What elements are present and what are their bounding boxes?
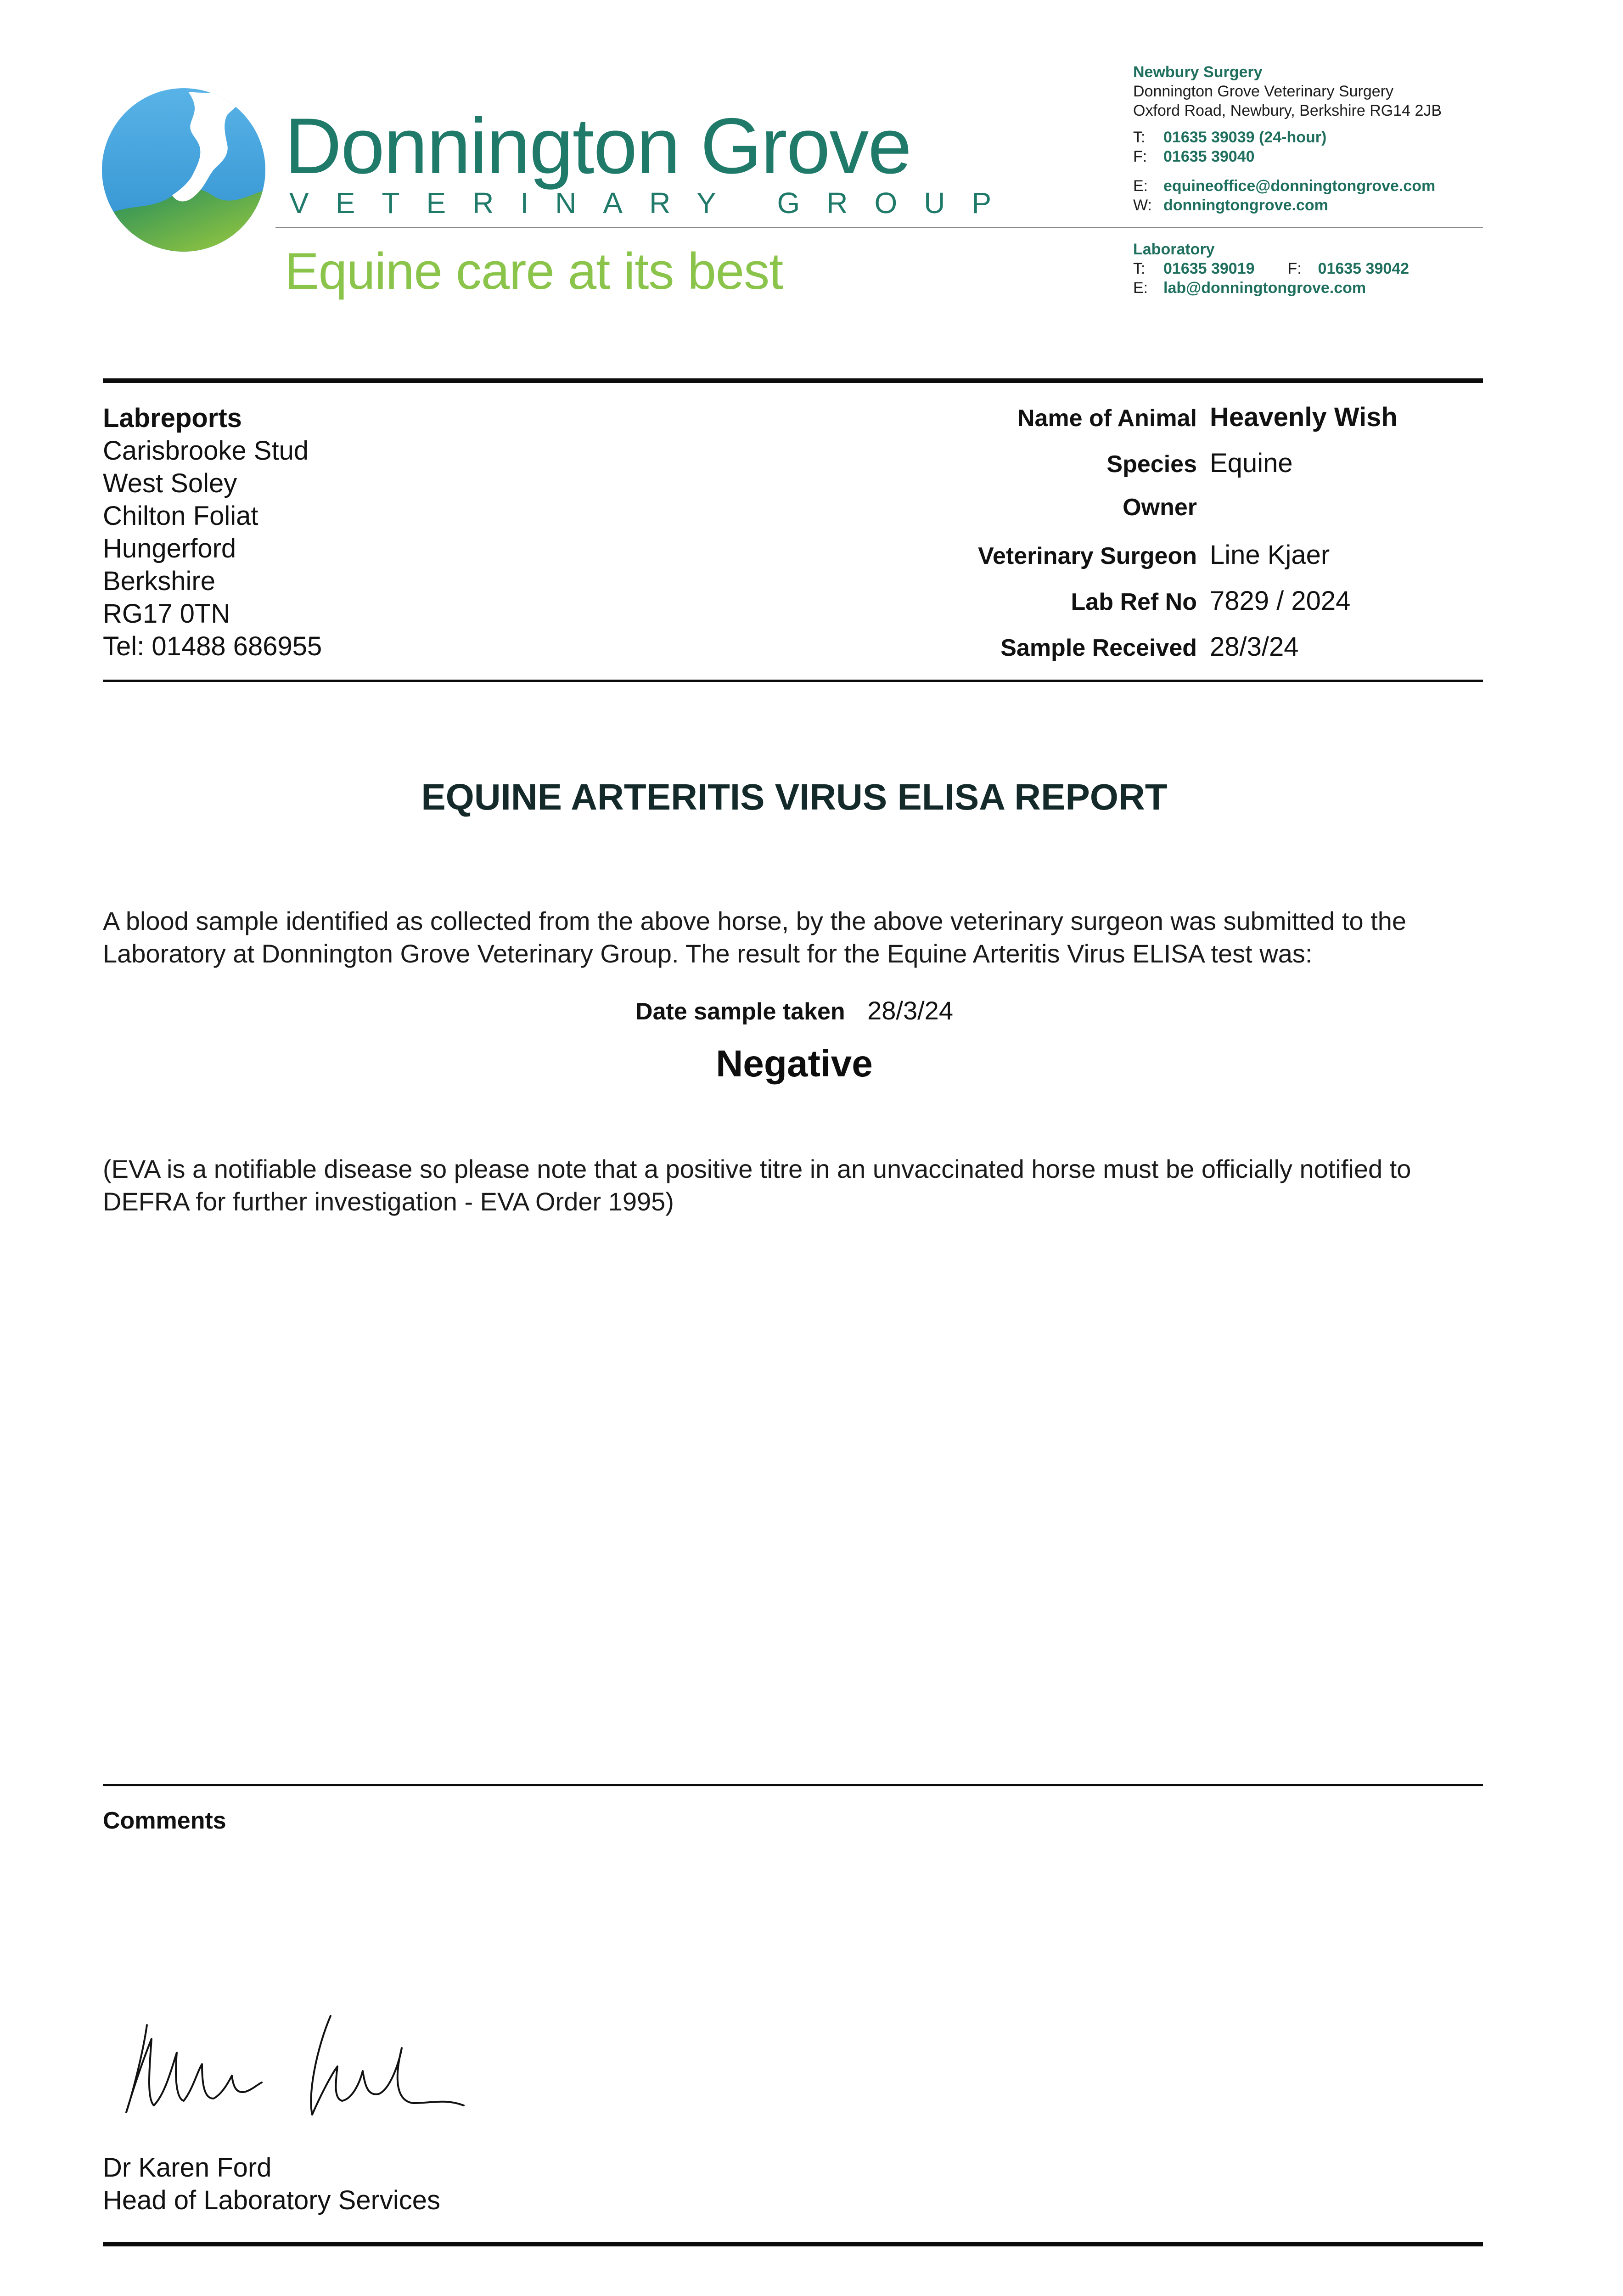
brand-tagline: Equine care at its best	[285, 242, 783, 300]
detail-row-received	[840, 631, 1483, 677]
detail-label: Species	[1106, 451, 1197, 478]
info-top-rule	[103, 378, 1483, 383]
detail-row-species	[840, 448, 1483, 494]
surgery-web-link[interactable]: donningtongrove.com	[1163, 197, 1328, 214]
laboratory-fax: 01635 39042	[1318, 260, 1410, 277]
laboratory-email-row	[1133, 278, 1409, 298]
surgery-fax-row	[1133, 147, 1442, 166]
animal-name: Heavenly Wish	[1210, 402, 1398, 432]
web-label: W:	[1133, 197, 1152, 214]
comments-heading: Comments	[103, 1807, 226, 1834]
surgery-name: Donnington Grove Veterinary Surgery	[1133, 83, 1393, 100]
species-value: Equine	[1210, 448, 1293, 478]
surgery-email-row	[1133, 176, 1442, 196]
address-line: Carisbrooke Stud	[103, 436, 309, 466]
surgery-tel: 01635 39039 (24-hour)	[1163, 129, 1327, 146]
sample-received-value: 28/3/24	[1210, 632, 1299, 662]
detail-label: Veterinary Surgeon	[978, 543, 1197, 569]
detail-label: Name of Animal	[1017, 405, 1197, 432]
detail-row-labref	[840, 585, 1483, 631]
client-name: Labreports	[103, 403, 242, 433]
address-line: West Soley	[103, 468, 237, 498]
client-address	[103, 402, 322, 663]
surgery-heading: Newbury Surgery	[1133, 63, 1263, 81]
brand-name: Donnington Grove	[285, 102, 911, 190]
date-sample-taken	[0, 996, 1589, 1025]
signature	[115, 2007, 482, 2144]
animal-details	[840, 402, 1483, 677]
address-line: Hungerford	[103, 534, 236, 563]
detail-row-animal	[840, 402, 1483, 448]
header-divider	[275, 227, 1483, 228]
detail-label: Owner	[1123, 494, 1197, 521]
surgery-web-row	[1133, 196, 1442, 215]
brand-subtitle: VETERINARY GROUP	[289, 186, 1018, 219]
laboratory-email-link[interactable]: lab@donningtongrove.com	[1163, 279, 1366, 297]
info-bottom-rule	[103, 680, 1483, 682]
detail-row-owner	[840, 494, 1483, 540]
surgery-address: Oxford Road, Newbury, Berkshire RG14 2JB	[1133, 102, 1442, 119]
client-telephone: Tel: 01488 686955	[103, 631, 322, 661]
detail-label: Lab Ref No	[1071, 589, 1197, 615]
notifiable-disease-note: (EVA is a notifiable disease so please note that a positive titre in an unvaccinated horse must be officially notified to DEFRA for further investigation - EVA Order 1995)	[103, 1154, 1411, 1216]
fax-label: F:	[1287, 260, 1302, 277]
detail-label: Sample Received	[1000, 635, 1197, 661]
tel-label: T:	[1133, 260, 1146, 277]
detail-row-vet	[840, 540, 1483, 585]
comments-rule	[103, 1784, 1483, 1786]
lab-ref-value: 7829 / 2024	[1210, 586, 1351, 616]
fax-label: F:	[1133, 148, 1147, 165]
address-line: Chilton Foliat	[103, 501, 258, 531]
surgery-email-link[interactable]: equineoffice@donningtongrove.com	[1163, 177, 1436, 195]
tel-label: T:	[1133, 129, 1146, 146]
email-label: E:	[1133, 279, 1148, 297]
report-intro: A blood sample identified as collected from the above horse, by the above veterinary surgeon was submitted to the Laboratory at Donnington Grove Veterinary Group. The result for the Equine Arteritis Virus ELISA test was:	[103, 906, 1406, 968]
address-line: RG17 0TN	[103, 599, 230, 629]
date-value: 28/3/24	[867, 996, 953, 1025]
surgery-tel-row	[1133, 128, 1442, 147]
surgery-fax: 01635 39040	[1163, 148, 1255, 165]
laboratory-tel-row	[1133, 259, 1409, 278]
surgery-contact	[1133, 62, 1442, 215]
laboratory-contact	[1133, 240, 1409, 298]
email-label: E:	[1133, 177, 1148, 195]
signatory-name: Dr Karen Ford	[103, 2153, 272, 2183]
test-result: Negative	[716, 1043, 873, 1085]
laboratory-tel: 01635 39019	[1163, 260, 1255, 277]
vet-surgeon-value: Line Kjaer	[1210, 540, 1330, 570]
signatory-role: Head of Laboratory Services	[103, 2185, 441, 2215]
laboratory-heading: Laboratory	[1133, 241, 1215, 258]
date-label: Date sample taken	[635, 998, 845, 1025]
signatory	[103, 2151, 440, 2217]
address-line: Berkshire	[103, 566, 215, 596]
donnington-grove-logo	[96, 83, 271, 257]
footer-rule	[103, 2242, 1483, 2246]
report-title: EQUINE ARTERITIS VIRUS ELISA REPORT	[421, 777, 1168, 817]
